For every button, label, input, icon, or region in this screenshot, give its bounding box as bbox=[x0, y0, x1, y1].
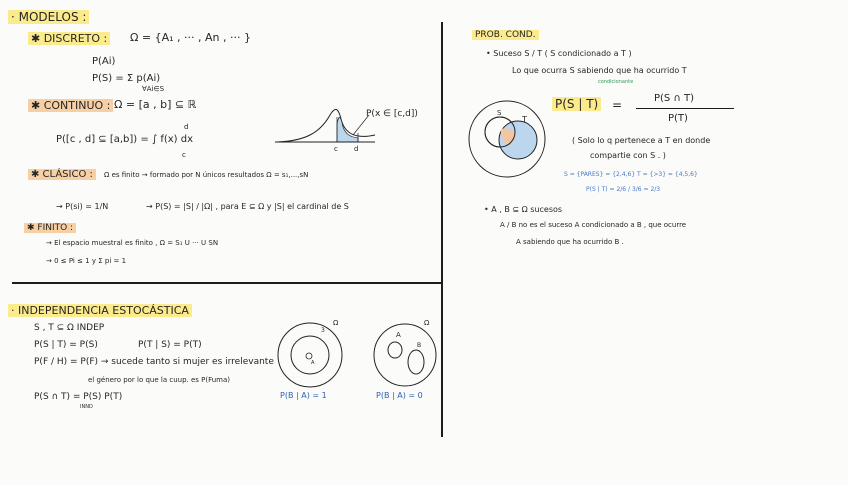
ab-line1: • A , B ⊆ Ω sucesos bbox=[484, 205, 563, 214]
finito-line1: → El espacio muestral es finito , Ω = S₁ U ··· U SN bbox=[46, 239, 219, 247]
indep-line4: P(S ∩ T) = P(S) P(T) bbox=[34, 392, 123, 402]
venn2-omega: Ω bbox=[424, 319, 430, 327]
condicionante-note: condicionante bbox=[598, 79, 634, 85]
svg-text:B: B bbox=[417, 342, 422, 349]
discreto-p-ai: P(Ai) bbox=[92, 56, 116, 67]
svg-text:A: A bbox=[396, 331, 401, 339]
svg-text:3: 3 bbox=[321, 327, 325, 334]
graph-axis-c: c bbox=[334, 145, 338, 153]
ab-line3: A sabiendo que ha ocurrido B . bbox=[516, 238, 624, 246]
clasico-p-s: → P(S) = |S| / |Ω| , para E ⊆ Ω y |S| el cardinal de S bbox=[146, 202, 349, 211]
venn-label-s: S bbox=[497, 109, 502, 117]
main-formula-denominator: P(T) bbox=[668, 113, 688, 124]
integral-lower: c bbox=[182, 151, 186, 159]
suceso-line: • Suceso S / T ( S condicionado a T ) bbox=[486, 49, 632, 58]
graph-axis-d: d bbox=[354, 145, 359, 153]
fraction-bar bbox=[636, 108, 734, 109]
horizontal-divider bbox=[12, 282, 441, 284]
clasico-label: ✱ CLÁSICO : bbox=[28, 170, 96, 180]
indep-line3: P(F / H) = P(F) → sucede tanto si mujer es irrelevante bbox=[34, 357, 274, 367]
modelos-title: · MODELOS : bbox=[8, 11, 89, 23]
example-sets: S = {PARES} = {2,4,6} T = {>3} = {4,5,6} bbox=[564, 171, 698, 178]
venn1-omega: Ω bbox=[333, 319, 339, 327]
finito-line2: → 0 ≤ Pi ≤ 1 y Σ pi = 1 bbox=[46, 257, 127, 265]
integral-upper: d bbox=[184, 123, 189, 131]
note-line2: compartie con S . ) bbox=[590, 151, 666, 160]
venn1-caption: P(B | A) = 1 bbox=[280, 391, 327, 400]
continuo-label: ✱ CONTINUO : bbox=[28, 100, 113, 111]
discreto-p-s: P(S) = Σ p(Ai) bbox=[92, 73, 161, 84]
graph-prob-label: P(x ∈ [c,d]) bbox=[366, 109, 418, 119]
indep-line3b: el género por lo que la cuup. es P(Fuma) bbox=[88, 376, 231, 384]
main-formula-numerator: P(S ∩ T) bbox=[654, 93, 694, 104]
note-line1: ( Solo lo q pertenece a T en donde bbox=[572, 136, 711, 145]
venn-label-t: T bbox=[522, 115, 527, 124]
continuo-formula: P([c , d] ⊆ [a,b]) = ∫ f(x) dx bbox=[56, 134, 194, 145]
discreto-omega: Ω = {A₁ , ··· , An , ··· } bbox=[130, 31, 251, 44]
density-graph bbox=[275, 105, 375, 150]
discreto-label: ✱ DISCRETO : bbox=[28, 33, 110, 44]
main-formula-eq: = bbox=[612, 98, 623, 112]
venn2-caption: P(B | A) = 0 bbox=[376, 391, 423, 400]
discreto-p-s-sub: ∀Ai∈S bbox=[142, 85, 165, 93]
venn-nested bbox=[275, 320, 345, 390]
clasico-p-si: → P(si) = 1/N bbox=[56, 202, 109, 211]
main-formula-lhs: P(S | T) bbox=[552, 98, 601, 110]
venn-conditional bbox=[466, 98, 548, 180]
venn-disjoint bbox=[372, 320, 442, 390]
svg-text:A: A bbox=[311, 360, 315, 366]
ab-line2: A / B no es el suceso A condicionado a B , que ocurre bbox=[500, 221, 687, 229]
clasico-desc: Ω es finito → formado por N únicos resultados Ω = s₁,...,sN bbox=[104, 171, 309, 179]
indep-line2a: P(S | T) = P(S) bbox=[34, 340, 98, 350]
indep-line1: S , T ⊆ Ω INDEP bbox=[34, 323, 105, 333]
prob-cond-title: PROB. COND. bbox=[472, 31, 539, 40]
independencia-title: · INDEPENDENCIA ESTOCÁSTICA bbox=[8, 305, 192, 316]
indep-line4-sub: INND bbox=[80, 404, 93, 410]
continuo-omega: Ω = [a , b] ⊆ ℝ bbox=[114, 98, 197, 111]
suceso-desc: Lo que ocurra S sabiendo que ha ocurrido T bbox=[512, 66, 687, 75]
example-prob: P(S | T) = 2/6 / 3/6 = 2/3 bbox=[586, 186, 661, 193]
finito-label: ✱ FINITO : bbox=[24, 224, 76, 233]
indep-line2b: P(T | S) = P(T) bbox=[138, 340, 202, 350]
